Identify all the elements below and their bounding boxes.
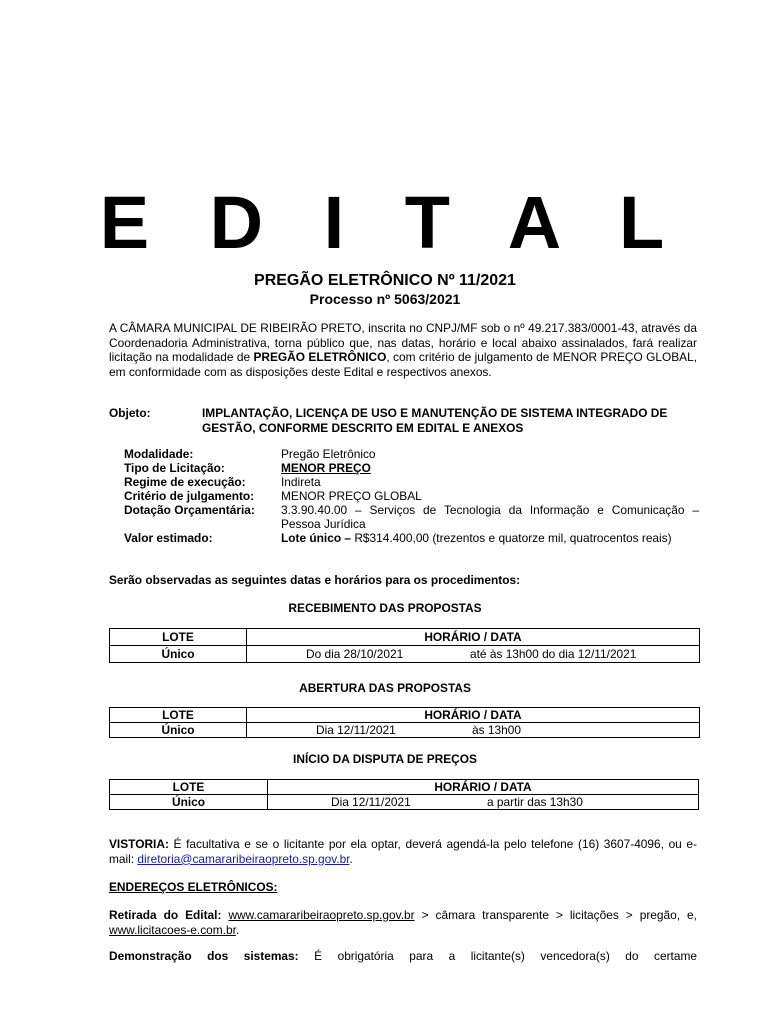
section-recebimento-title: RECEBIMENTO DAS PROPOSTAS xyxy=(288,601,482,615)
table-row: Único Dia 12/11/2021 às 13h00 xyxy=(110,723,700,738)
section-abertura-title: ABERTURA DAS PROPOSTAS xyxy=(299,681,471,695)
intro-paragraph: A CÂMARA MUNICIPAL DE RIBEIRÃO PRETO, inscrita no CNPJ/MF sob o nº 49.217.383/0001-43, através da Coordenadoria Administrativa, torna público que, nas datas, horário e local abaixo assinalados, fará realizar licitação na modalidade de PREGÃO ELETRÔNICO, com critério de julgamento de MENOR PREÇO GLOBAL, em conformidade com as disposições deste Edital e respectivos anexos. xyxy=(109,321,697,379)
objeto-label: Objeto: xyxy=(109,406,151,420)
table-row: LOTE HORÁRIO / DATA xyxy=(110,629,700,646)
info-row-valor: Valor estimado: Lote único – R$314.400,00 (trezentos e quatorze mil, quatrocentos reais) xyxy=(124,531,672,546)
camara-site-link[interactable]: www.camararibeiraopreto.sp.gov.br xyxy=(228,908,415,922)
abertura-table xyxy=(109,707,700,738)
info-row-regime: Regime de execução: Indireta xyxy=(124,474,321,489)
recebimento-table xyxy=(109,628,700,663)
table-row: LOTE HORÁRIO / DATA xyxy=(110,708,700,723)
objeto-value: IMPLANTAÇÃO, LICENÇA DE USO E MANUTENÇÃO DE SISTEMA INTEGRADO DE GESTÃO, CONFORME DESCRITO EM EDITAL E ANEXOS xyxy=(202,406,668,435)
vistoria-email-link[interactable]: diretoria@camararibeiraopreto.sp.gov.br xyxy=(137,851,350,866)
info-row-modalidade: Modalidade: Pregão Eletrônico xyxy=(124,447,376,461)
schedule-intro: Serão observadas as seguintes datas e horários para os procedimentos: xyxy=(109,573,521,587)
retirada-paragraph: Retirada do Edital: www.camararibeiraopreto.sp.gov.br > câmara transparente > licitações > pregão, e, www.licitacoes-e.com.br. xyxy=(109,908,697,937)
info-row-criterio: Critério de julgamento: MENOR PREÇO GLOBAL xyxy=(124,488,422,503)
section-disputa-title: INÍCIO DA DISPUTA DE PREÇOS xyxy=(293,752,477,766)
document-title: E D I T A L xyxy=(99,181,685,264)
enderecos-heading: ENDEREÇOS ELETRÔNICOS: xyxy=(109,880,278,894)
info-row-tipo: Tipo de Licitação: MENOR PREÇO xyxy=(124,460,371,475)
document-subtitle: PREGÃO ELETRÔNICO Nº 11/2021 xyxy=(254,272,516,289)
demonstracao-paragraph: Demonstração dos sistemas: É obrigatória para a licitante(s) vencedora(s) do certame xyxy=(109,949,697,963)
licitacoes-site-link[interactable]: www.licitacoes-e.com.br xyxy=(109,922,236,937)
process-number: Processo nº 5063/2021 xyxy=(309,291,461,307)
info-row-dotacao: Dotação Orçamentária: 3.3.90.40.00 – Serviços de Tecnologia da Informação e Comunicação – Pessoa Jurídica xyxy=(124,502,699,531)
modality-bold: PREGÃO ELETRÔNICO xyxy=(253,350,387,365)
table-row: Único Dia 12/11/2021 a partir das 13h30 xyxy=(110,795,699,810)
vistoria-paragraph: VISTORIA: É facultativa e se o licitante por ela optar, deverá agendá-la pelo telefone (16) 3607-4096, ou e-mail: diretoria@camararibeiraopreto.sp.gov.br. xyxy=(109,837,697,866)
table-row: Único Do dia 28/10/2021 até às 13h00 do dia 12/11/2021 xyxy=(110,646,700,663)
info-table xyxy=(124,448,699,546)
disputa-table xyxy=(109,779,699,810)
table-row: LOTE HORÁRIO / DATA xyxy=(110,780,699,795)
